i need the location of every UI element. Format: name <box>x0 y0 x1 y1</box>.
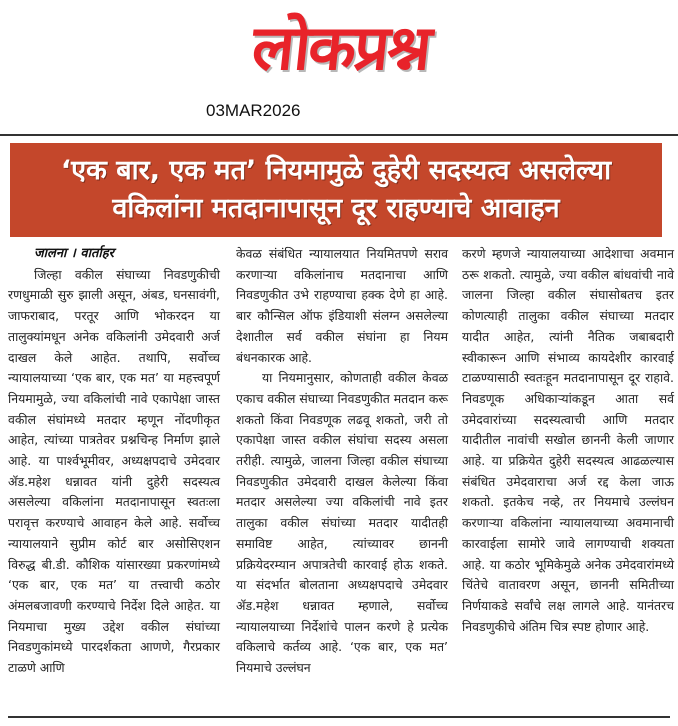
edition-date: 03MAR2026 <box>206 101 301 120</box>
article-paragraph <box>462 244 674 637</box>
article-paragraph <box>236 244 448 368</box>
article-column-1 <box>8 244 220 679</box>
newspaper-logo: लोकप्रश्न <box>248 11 434 84</box>
article-body <box>0 244 678 712</box>
paragraph-text: या नियमानुसार, कोणताही वकील केवळ एकाच वकील संघाच्या निवडणुकीत मतदान करू शकतो किंवा निवडणूक लढवू शकतो, जरी तो एकापेक्षा जास्त वकील संघांचा सदस्य असला तरीही. त्यामुळे, जालना जिल्हा वकील संघाच्या निवडणुकीत उमेदवारी दाखल केलेल्या किंवा मतदार असलेल्या ज्या वकिलांची नावे इतर तालुका वकील संघांच्या मतदार यादीतही समाविष्ट आहेत, त्यांच्यावर छाननी प्रक्रियेदरम्यान अपात्रतेची कारवाई होऊ शकते. या संदर्भात बोलताना अध्यक्षपदाचे उमेदवार ॲड.महेश धन्नावत म्हणाले, सर्वोच्च न्यायालयाच्या निर्देशांचे पालन करणे हे प्रत्येक वकिलाचे कर्तव्य आहे. ‘एक बार, एक मत’ नियमाचे उल्लंघन <box>236 370 448 676</box>
headline-banner <box>10 143 662 237</box>
paragraph-text: केवळ संबंधित न्यायालयात नियमितपणे सराव करणाऱ्या वकिलांनाच मतदानाचा आणि निवडणुकीत उभे राहण्याचा हक्क देणे हा आहे. बार कौन्सिल ऑफ इंडियाशी संलग्न असलेल्या देशातील सर्व वकील संघांना हा नियम बंधनकारक आहे. <box>236 246 448 365</box>
top-divider <box>0 134 678 136</box>
headline-line-1: ‘एक बार, एक मत’ नियमामुळे दुहेरी सदस्यत्व असलेल्या <box>60 155 612 186</box>
bottom-divider <box>8 716 670 718</box>
dateline: जालना । वार्ताहर <box>34 246 114 261</box>
paragraph-text: करणे म्हणजे न्यायालयाच्या आदेशाचा अवमान ठरू शकतो. त्यामुळे, ज्या वकील बांधवांची नावे जालना जिल्हा वकील संघासोबतच इतर कोणत्याही तालुका वकील संघाच्या मतदार यादीत आहेत, त्यांनी नैतिक जबाबदारी स्वीकारून आणि संभाव्य कायदेशीर कारवाई टाळण्यासाठी स्वतःहून मतदानापासून दूर राहावे. निवडणूक अधिकाऱ्यांकडून आता सर्व उमेदवारांच्या सदस्यत्वाची आणि मतदार यादीतील नावांची सखोल छाननी केली जाणार आहे. या प्रक्रियेत दुहेरी सदस्यत्व आढळल्यास संबंधित उमेदवाराचा अर्ज रद्द केला जाऊ शकतो. इतकेच नव्हे, तर नियमाचे उल्लंघन करणाऱ्या वकिलांना न्यायालयाच्या अवमानाची कारवाईला सामोरे जावे लागण्याची शक्यता आहे. या कठोर भूमिकेमुळे अनेक उमेदवारांमध्ये चिंतेचे वातावरण असून, छाननी समितीच्या निर्णयाकडे सर्वांचे लक्ष लागले आहे. यानंतरच निवडणुकीचे अंतिम चित्र स्पष्ट होणार आहे. <box>462 246 674 634</box>
article-paragraph <box>8 265 220 679</box>
paragraph-text: जिल्हा वकील संघाच्या निवडणुकीची रणधुमाळी सुरु झाली असून, अंबड, घनसावंगी, जाफराबाद, परतूर आणि भोकरदन या तालुक्यांमधून अनेक वकिलांनी उमेदवारी अर्ज दाखल केले आहेत. तथापि, सर्वोच्च न्यायालयाच्या ‘एक बार, एक मत’ या महत्त्वपूर्ण नियमामुळे, ज्या वकिलांची नावे एकापेक्षा जास्त वकील संघांमध्ये मतदार म्हणून नोंदणीकृत आहेत, त्यांच्या पात्रतेवर प्रश्नचिन्ह निर्माण झाले आहे. या पार्श्वभूमीवर, अध्यक्षपदाचे उमेदवार ॲड.महेश धन्नावत यांनी दुहेरी सदस्यत्व असलेल्या वकिलांना मतदानापासून स्वतःला परावृत्त करण्याचे आवाहन केले आहे. सर्वोच्च न्यायालयाने सुप्रीम कोर्ट बार असोसिएशन विरुद्ध बी.डी. कौशिक यांसारख्या प्रकरणांमध्ये ‘एक बार, एक मत’ या तत्त्वाची कठोर अंमलबजावणी करण्याचे निर्देश दिले आहेत. या नियमाचा मुख्य उद्देश वकील संघांच्या निवडणुकांमध्ये पारदर्शकता आणणे, गैरप्रकार टाळणे आणि <box>8 266 220 676</box>
article-column-3 <box>462 244 674 637</box>
article-paragraph <box>236 368 448 679</box>
headline-line-2: वकिलांना मतदानापासून दूर राहण्याचे आवाहन <box>112 193 560 224</box>
masthead <box>0 0 678 134</box>
article-column-2 <box>236 244 448 679</box>
